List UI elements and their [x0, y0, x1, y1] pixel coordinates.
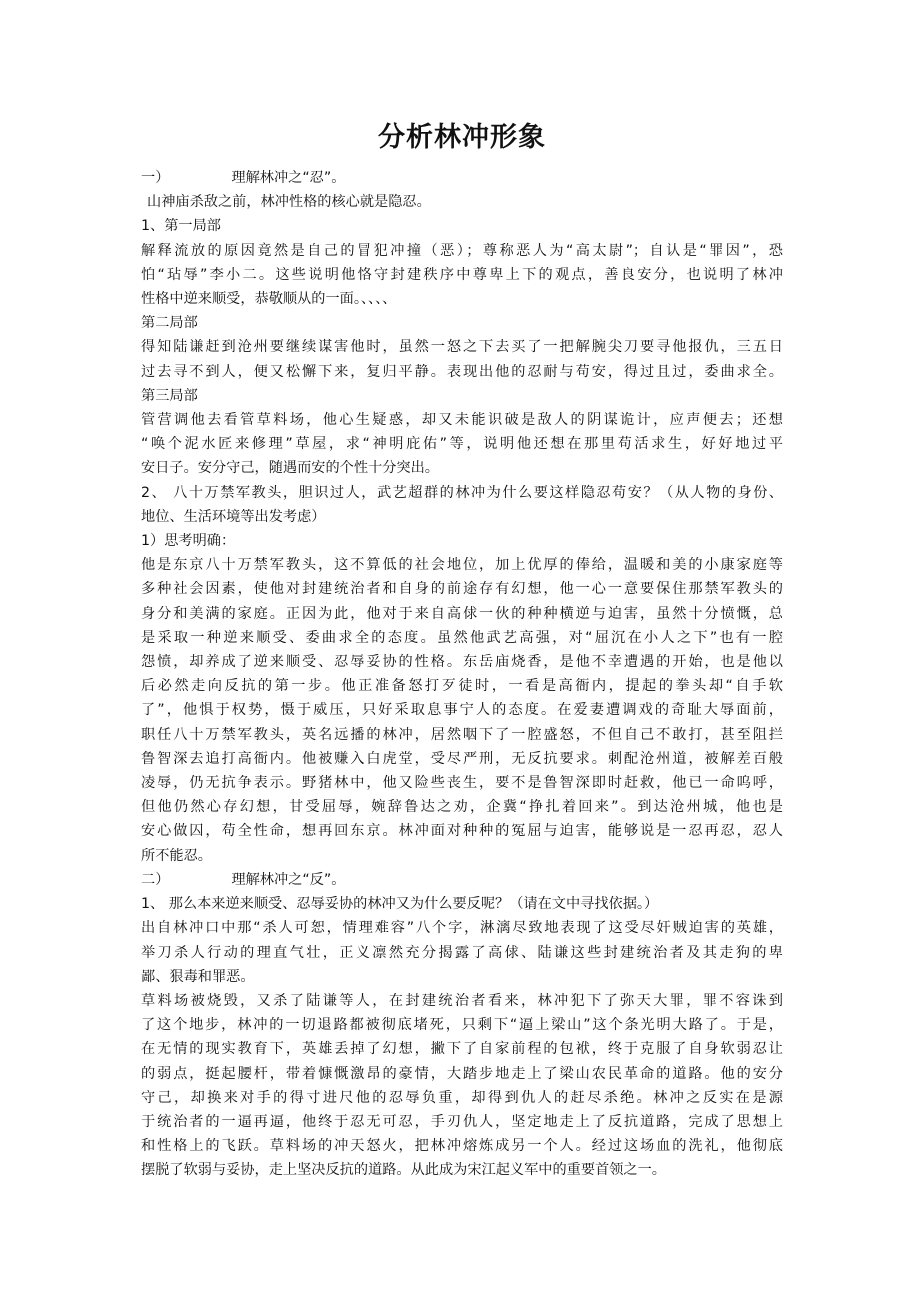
document-title: 分析林冲形象 [378, 122, 546, 153]
paragraph-line: 凌辱，仍无抗争表示。野猪林中，他又险些丧生，要不是鲁智深即时赶救，他已一命呜呼， [141, 775, 783, 792]
paragraph-line: 山神庙杀敌之前，林冲性格的核心就是隐忍。 [147, 194, 431, 211]
paragraph-line: 鄙、狠毒和罪恶。 [141, 968, 255, 985]
subheading: 1）思考明确： [141, 533, 236, 550]
paragraph-line: 于统治者的一逼再逼，他终于忍无可忍，手刃仇人，坚定地走上了反抗道路，完成了思想上 [141, 1113, 783, 1130]
paragraph-line: 守己，却换来对手的得寸进尺他的忍辱负重，却得到仇人的赶尽杀绝。林冲之反实在是源 [141, 1089, 783, 1106]
paragraph-line: 鲁智深去追打高衙内。他被赚入白虎堂，受尽严刑，无反抗要求。刺配沧州道，被解差百般 [141, 750, 783, 767]
paragraph-line: 的弱点，挺起腰杆，带着慷慨激昂的豪情，大踏步地走上了梁山农民革命的道路。他的安分 [141, 1065, 783, 1082]
paragraph-line: 举刀杀人行动的理直气壮，正义凛然充分揭露了高俅、陆谦这些封建统治者及其走狗的卑 [141, 944, 783, 961]
paragraph-line: 草料场被烧毁，又杀了陆谦等人，在封建统治者看来，林冲犯下了弥天大罪，罪不容诛到 [141, 992, 783, 1009]
document-page [141, 112, 783, 1183]
paragraph-line: 怕“玷辱”李小二。这些说明他恪守封建秩序中尊卑上下的观点，善良安分，也说明了林冲 [141, 266, 783, 283]
paragraph-line: 所不能忍。 [141, 847, 212, 864]
paragraph-line: 出自林冲口中那“杀人可恕，情理难容”八个字，淋漓尽致地表现了这受尽奸贼迫害的英雄， [141, 920, 783, 937]
paragraph-line: 在无情的现实教育下，英雄丢掉了幻想，撇下了自家前程的包袱，终于克服了自身软弱忍让 [141, 1041, 783, 1058]
question-line: 1、 那么本来逆来顺受、忍辱妥协的林冲又为什么要反呢？（请在文中寻找依据。） [141, 896, 659, 913]
paragraph-line: 解释流放的原因竟然是自己的冒犯冲撞（恶）；尊称恶人为“高太尉”；自认是“罪因”，恐 [141, 242, 783, 259]
paragraph-line: 怨愤，却养成了逆来顺受、忍辱妥协的性格。东岳庙烧香，是他不幸遭遇的开始，也是他以 [141, 654, 783, 671]
section-number: 二） [141, 871, 170, 888]
paragraph-line: 得知陆谦赶到沧州要继续谋害他时，虽然一怒之下去买了一把解腕尖刀要寻他报仇，三五日 [141, 339, 783, 356]
section-heading-2 [141, 868, 783, 892]
paragraph-line: 和性格上的飞跃。草料场的冲天怒火，把林冲熔炼成另一个人。经过这场血的洗礼，他彻底 [141, 1138, 783, 1155]
paragraph-line: 摆脱了软弱与妥协，走上坚决反抗的道路。从此成为宋江起义军中的重要首领之一。 [141, 1162, 666, 1179]
paragraph-line: 他是东京八十万禁军教头，这不算低的社会地位，加上优厚的俸给，温暖和美的小康家庭等 [141, 557, 783, 574]
paragraph-line: 安日子。安分守己，随遇而安的个性十分突出。 [141, 460, 439, 477]
paragraph-line: 安心做囚，苟全性命，想再回东京。林冲面对种种的冤屈与迫害，能够说是一忍再忍，忍人 [141, 823, 783, 840]
paragraph-line: 身分和美满的家庭。正因为此，他对于来自高俅一伙的种种横逆与迫害，虽然十分愤慨，总 [141, 605, 783, 622]
paragraph-line: 性格中逆来顺受，恭敬顺从的一面。、、、、 [141, 291, 397, 308]
paragraph-line: 职任八十万禁军教头，英名远播的林冲，居然咽下了一腔盛怒，不但自己不敢打，甚至阻拦 [141, 726, 783, 743]
paragraph-line: 了这个地步，林冲的一切退路都被彻底堵死，只剩下“逼上梁山”这个条光明大路了。于是， [141, 1017, 783, 1034]
section-heading-text: 理解林冲之“反”。 [231, 871, 346, 888]
question-line: 2、 八十万禁军教头，胆识过人，武艺超群的林冲为什么要这样隐忍苟安？（从人物的身份、 [141, 484, 783, 501]
paragraph-line: 了”，他惧于权势，慑于威压，只好采取息事宁人的态度。在爱妻遭调戏的奇耻大辱面前， [141, 702, 783, 719]
paragraph-line: 但他仍然心存幻想，甘受屈辱，婉辞鲁达之劝，企冀“挣扎着回来”。到达沧州城，他也是 [141, 799, 783, 816]
subheading: 第三局部 [141, 387, 198, 404]
paragraph-line: 过去寻不到人，便又松懈下来，复归平静。表现出他的忍耐与苟安，得过且过，委曲求全。 [141, 363, 783, 380]
subheading: 第二局部 [141, 315, 198, 332]
question-line: 地位、生活环境等出发考虑） [141, 508, 326, 525]
paragraph-line: 多种社会因素，使他对封建统治者和自身的前途存有幻想，他一心一意要保住那禁军教头的 [141, 581, 783, 598]
subheading: 1、第一局部 [141, 218, 221, 235]
section-number: 一） [141, 170, 170, 186]
paragraph-line: 是采取一种逆来顺受、委曲求全的态度。虽然他武艺高强，对“屈沉在小人之下”也有一腔 [141, 629, 783, 646]
section-heading-text: 理解林冲之“忍”。 [231, 170, 346, 186]
section-heading-1 [141, 166, 783, 190]
paragraph-line: “唤个泥水匠来修理”草屋，求“神明庇佑”等，说明他还想在那里苟活求生，好好地过平 [141, 436, 783, 453]
paragraph-line: 管营调他去看管草料场，他心生疑惑，却又未能识破是敌人的阴谋诡计，应声便去；还想 [141, 412, 783, 429]
paragraph-line: 后必然走向反抗的第一步。他正准备怒打歹徒时，一看是高衙内，提起的拳头却“自手软 [141, 678, 783, 695]
